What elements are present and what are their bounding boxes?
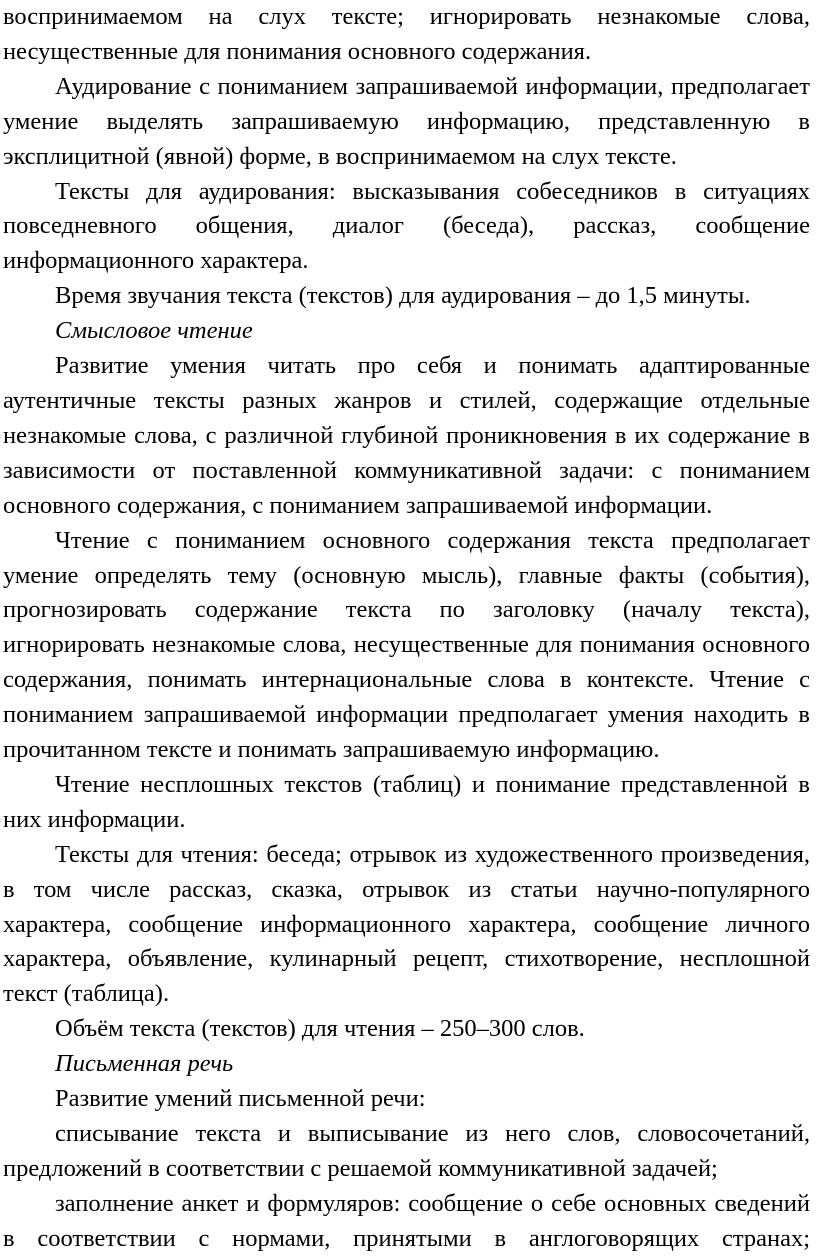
paragraph-writing-copying: списывание текста и выписывание из него слов, словосочетаний, предложений в соответствии с решаемой коммуникативной задачей; [3, 1120, 810, 1182]
paragraph-reading-tables: Чтение несплошных текстов (таблиц) и понимание представленной в них информации. [3, 770, 810, 833]
paragraph-writing-forms: заполнение анкет и формуляров: сообщение о себе основных сведений в соответствии с нормами, принятыми в англоговорящих странах; [3, 1189, 810, 1252]
paragraph-listening-continuation: воспринимаемом на слух тексте; игнорировать незнакомые слова, несущественные для понимания основного содержания. [3, 3, 810, 65]
paragraph-reading-skills: Развитие умения читать про себя и понимать адаптированные аутентичные тексты разных жанров и стилей, содержащие отдельные незнакомые слова, с различной глубиной проникновения в их содержание в зависимости от поставленной коммуникативной задачи: с пониманием основного содержания, с пониманием запрашиваемой информации. [3, 352, 810, 519]
paragraph-listening-duration: Время звучания текста (текстов) для аудирования – до 1,5 минуты. [55, 282, 751, 310]
heading-semantic-reading: Смысловое чтение [55, 317, 253, 345]
paragraph-reading-main-content: Чтение с пониманием основного содержания текста предполагает умение определять тему (основную мысль), главные факты (события), прогнозировать содержание текста по заголовку (началу текста), игнорировать незнакомые слова, несущественные для понимания основного содержания, понимать интернациональные слова в контексте. Чтение с пониманием запрашиваемой информации предполагает умения находить в прочитанном тексте и понимать запрашиваемую информацию. [3, 526, 810, 764]
paragraph-reading-texts: Тексты для чтения: беседа; отрывок из художественного произведения, в том числе рассказ, сказка, отрывок из статьи научно-популярного характера, сообщение информационного характера, сообщение личного характера, объявление, кулинарный рецепт, стихотворение, несплошной текст (таблица). [3, 840, 810, 1008]
paragraph-writing-skills: Развитие умений письменной речи: [55, 1085, 426, 1113]
paragraph-listening-requested-info: Аудирование с пониманием запрашиваемой информации, предполагает умение выделять запрашиваемую информацию, представленную в эксплицитной (явной) форме, в воспринимаемом на слух тексте. [3, 72, 810, 170]
paragraph-reading-volume: Объём текста (текстов) для чтения – 250–300 слов. [55, 1015, 585, 1043]
heading-written-speech: Письменная речь [55, 1050, 234, 1078]
paragraph-listening-texts: Тексты для аудирования: высказывания собеседников в ситуациях повседневного общения, диалог (беседа), рассказ, сообщение информационного характера. [3, 177, 810, 275]
